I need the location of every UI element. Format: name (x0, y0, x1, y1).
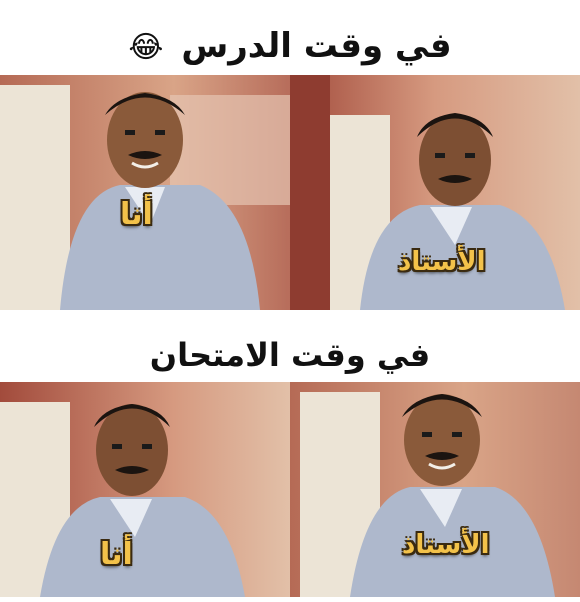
top-caption-text: في وقت الدرس (181, 26, 452, 66)
panel-bottom-right-smiling-teacher (290, 382, 580, 597)
label-me-bottom: أنا (100, 537, 133, 572)
panel-bottom-left-serious-me (0, 382, 290, 597)
panel-top-left-smiling-me (0, 75, 290, 310)
top-caption (0, 20, 580, 72)
smiling-man-image-bottom (290, 382, 580, 597)
panel-top-right-serious-teacher (290, 75, 580, 310)
label-teacher-bottom: الأستاذ (402, 530, 490, 560)
label-me-top: أنا (120, 197, 153, 232)
laughing-emoji-icon: 😂 (128, 29, 164, 65)
label-teacher-top: الأستاذ (398, 247, 486, 277)
serious-man-image-bottom (0, 382, 290, 597)
bottom-caption: في وقت الامتحان (149, 336, 431, 374)
smiling-man-image (0, 75, 290, 310)
